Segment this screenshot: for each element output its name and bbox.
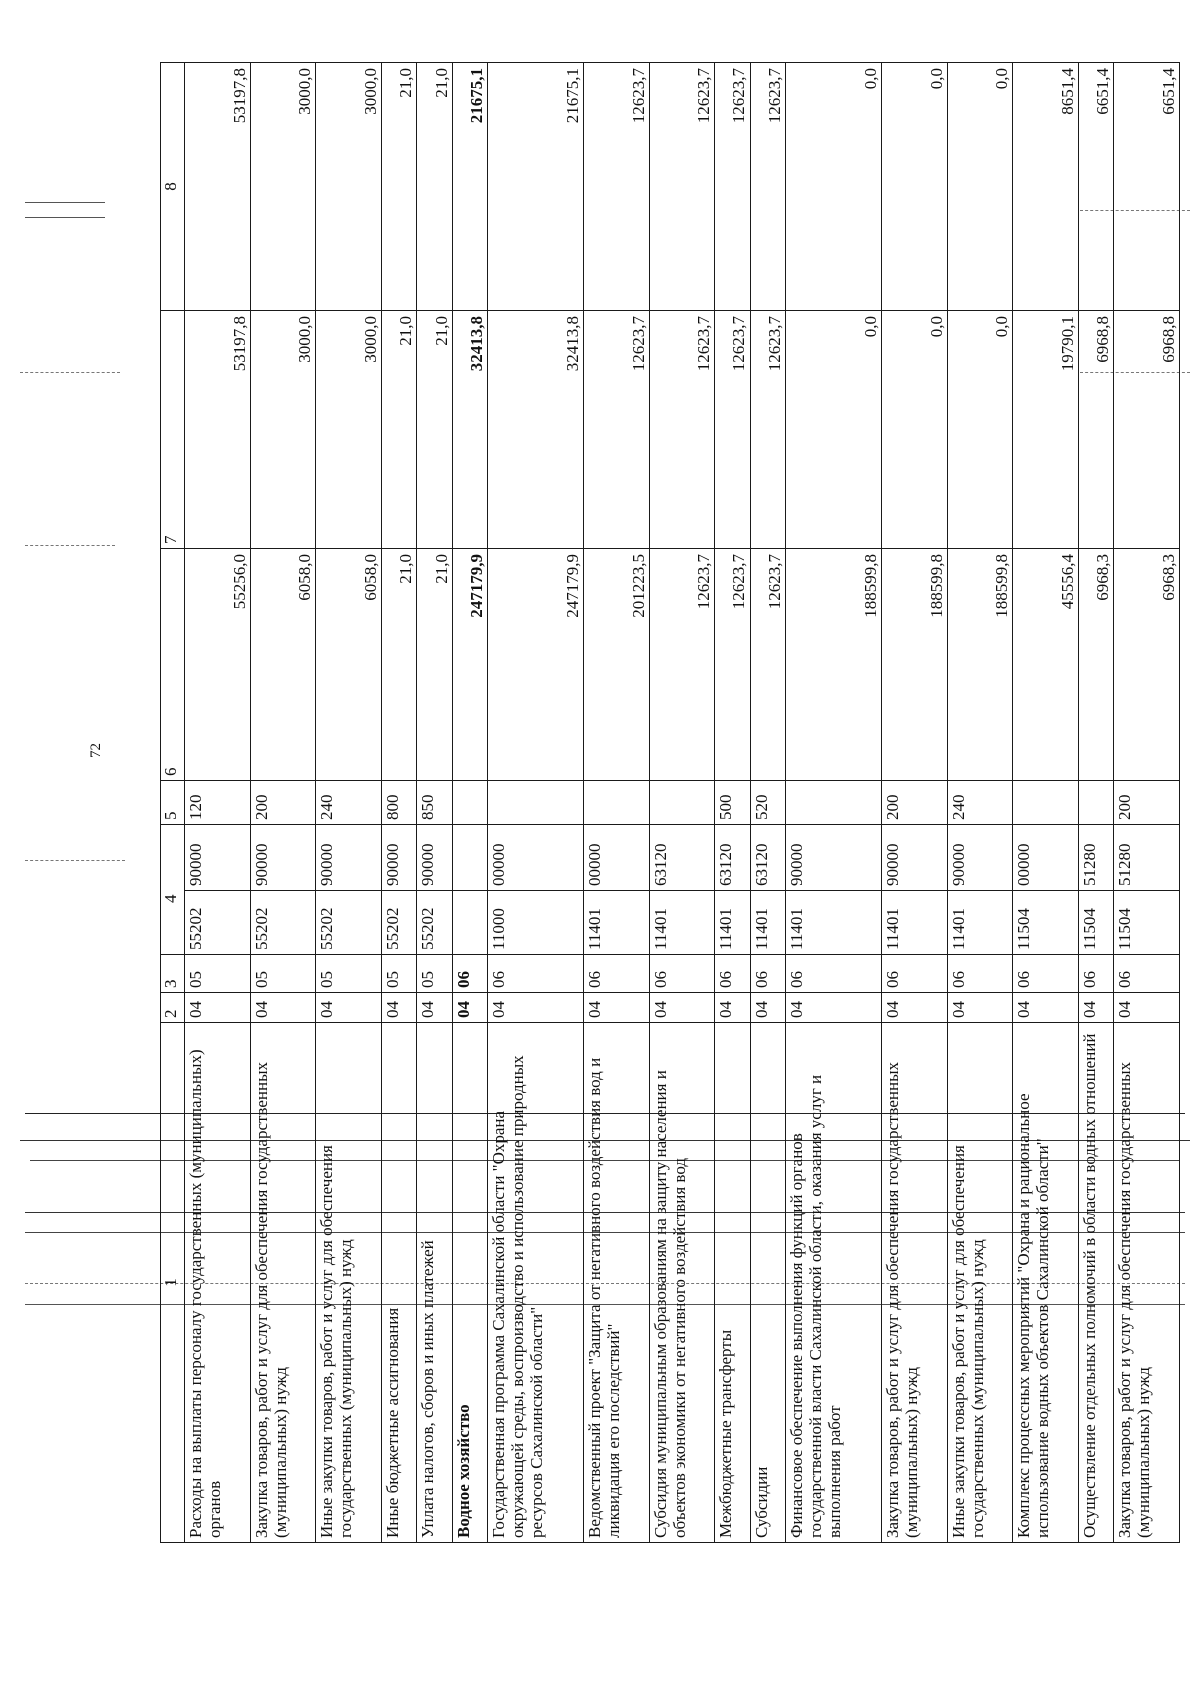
budget-table-container <box>160 63 1180 1543</box>
amount-col7: 3000,0 <box>250 311 316 549</box>
amount-col7: 32413,8 <box>452 311 487 549</box>
amount-col6: 12623,7 <box>649 549 715 781</box>
section-code: 04 <box>583 993 649 1023</box>
amount-col7: 0,0 <box>947 311 1013 549</box>
expense-type-code: 850 <box>417 781 452 825</box>
target-article-code: 11401 <box>750 891 785 955</box>
target-article-suffix: 63120 <box>649 825 715 891</box>
section-code: 04 <box>947 993 1013 1023</box>
expense-type-code <box>1013 781 1079 825</box>
subsection-code: 06 <box>1078 955 1113 993</box>
amount-col8: 6651,4 <box>1114 63 1180 311</box>
row-label: Финансовое обеспечение выполнения функций органов государственной власти Сахалинской области, оказания услуг и выполнения работ <box>785 1023 881 1543</box>
expense-type-code: 200 <box>1114 781 1180 825</box>
target-article-suffix: 90000 <box>185 825 251 891</box>
subsection-code: 06 <box>750 955 785 993</box>
section-code: 04 <box>417 993 452 1023</box>
amount-col8: 53197,8 <box>185 63 251 311</box>
target-article-code: 11401 <box>947 891 1013 955</box>
amount-col6: 6058,0 <box>250 549 316 781</box>
expense-type-code: 800 <box>382 781 417 825</box>
table-row <box>250 63 316 1543</box>
amount-col7: 32413,8 <box>487 311 583 549</box>
row-label: Уплата налогов, сборов и иных платежей <box>417 1023 452 1543</box>
scan-artifact <box>20 372 120 374</box>
table-row <box>382 63 417 1543</box>
subsection-code: 06 <box>881 955 947 993</box>
table-row <box>715 63 750 1543</box>
target-article-suffix: 00000 <box>487 825 583 891</box>
amount-col7: 0,0 <box>785 311 881 549</box>
amount-col6: 21,0 <box>382 549 417 781</box>
table-row <box>452 63 487 1543</box>
section-code: 04 <box>881 993 947 1023</box>
table-row <box>417 63 452 1543</box>
target-article-suffix: 90000 <box>417 825 452 891</box>
target-article-code: 11504 <box>1013 891 1079 955</box>
subsection-code: 05 <box>316 955 382 993</box>
row-label: Государственная программа Сахалинской области "Охрана окружающей среды, воспроизводство и использование природных ресурсов Сахалинской области" <box>487 1023 583 1543</box>
target-article-suffix: 90000 <box>881 825 947 891</box>
amount-col6: 12623,7 <box>715 549 750 781</box>
amount-col8: 12623,7 <box>715 63 750 311</box>
expense-type-code: 520 <box>750 781 785 825</box>
section-code: 04 <box>382 993 417 1023</box>
target-article-code: 55202 <box>382 891 417 955</box>
expense-type-code <box>785 781 881 825</box>
amount-col6: 188599,8 <box>785 549 881 781</box>
table-row <box>1013 63 1079 1543</box>
amount-col7: 21,0 <box>417 311 452 549</box>
row-label: Ведомственный проект "Защита от негативного воздействия вод и ликвидация его последствий" <box>583 1023 649 1543</box>
header-cell: 4 <box>161 891 185 955</box>
header-cell: 8 <box>161 63 185 311</box>
header-cell: 3 <box>161 955 185 993</box>
target-article-code: 11504 <box>1078 891 1113 955</box>
amount-col8: 3000,0 <box>316 63 382 311</box>
header-cell <box>161 825 185 891</box>
amount-col8: 3000,0 <box>250 63 316 311</box>
expense-type-code <box>583 781 649 825</box>
amount-col6: 6968,3 <box>1078 549 1113 781</box>
target-article-code: 11000 <box>487 891 583 955</box>
subsection-code: 06 <box>715 955 750 993</box>
amount-col6: 55256,0 <box>185 549 251 781</box>
expense-type-code <box>487 781 583 825</box>
amount-col8: 21,0 <box>417 63 452 311</box>
scan-artifact <box>25 217 105 218</box>
amount-col6: 6058,0 <box>316 549 382 781</box>
amount-col8: 21675,1 <box>452 63 487 311</box>
table-row <box>487 63 583 1543</box>
section-code: 04 <box>649 993 715 1023</box>
subsection-code: 05 <box>185 955 251 993</box>
amount-col8: 6651,4 <box>1078 63 1113 311</box>
row-label: Субсидии <box>750 1023 785 1543</box>
table-row <box>881 63 947 1543</box>
amount-col6: 188599,8 <box>947 549 1013 781</box>
row-label: Закупка товаров, работ и услуг для обеспечения государственных (муниципальных) нужд <box>250 1023 316 1543</box>
target-article-suffix: 51280 <box>1114 825 1180 891</box>
target-article-suffix: 51280 <box>1078 825 1113 891</box>
target-article-suffix: 90000 <box>316 825 382 891</box>
amount-col7: 19790,1 <box>1013 311 1079 549</box>
amount-col6: 45556,4 <box>1013 549 1079 781</box>
header-cell: 7 <box>161 311 185 549</box>
amount-col6: 247179,9 <box>452 549 487 781</box>
section-code: 04 <box>1078 993 1113 1023</box>
row-label: Расходы на выплаты персоналу государственных (муниципальных) органов <box>185 1023 251 1543</box>
amount-col8: 12623,7 <box>750 63 785 311</box>
subsection-code: 05 <box>417 955 452 993</box>
table-row <box>649 63 715 1543</box>
section-code: 04 <box>715 993 750 1023</box>
target-article-code: 11401 <box>881 891 947 955</box>
section-code: 04 <box>1114 993 1180 1023</box>
budget-table <box>160 62 1180 1543</box>
amount-col6: 188599,8 <box>881 549 947 781</box>
header-cell: 2 <box>161 993 185 1023</box>
target-article-suffix: 63120 <box>715 825 750 891</box>
scan-artifact <box>25 545 115 547</box>
amount-col7: 12623,7 <box>649 311 715 549</box>
target-article-suffix <box>452 825 487 891</box>
subsection-code: 06 <box>649 955 715 993</box>
subsection-code: 05 <box>250 955 316 993</box>
section-code: 04 <box>487 993 583 1023</box>
amount-col7: 21,0 <box>382 311 417 549</box>
amount-col8: 21,0 <box>382 63 417 311</box>
amount-col6: 21,0 <box>417 549 452 781</box>
target-article-code: 55202 <box>185 891 251 955</box>
subsection-code: 06 <box>583 955 649 993</box>
amount-col7: 3000,0 <box>316 311 382 549</box>
table-row <box>316 63 382 1543</box>
header-row <box>161 63 185 1543</box>
amount-col7: 12623,7 <box>750 311 785 549</box>
row-label: Водное хозяйство <box>452 1023 487 1543</box>
amount-col7: 12623,7 <box>583 311 649 549</box>
expense-type-code: 240 <box>316 781 382 825</box>
header-cell: 1 <box>161 1023 185 1543</box>
target-article-suffix: 90000 <box>947 825 1013 891</box>
target-article-code: 11401 <box>715 891 750 955</box>
subsection-code: 06 <box>1013 955 1079 993</box>
table-row <box>583 63 649 1543</box>
section-code: 04 <box>316 993 382 1023</box>
row-label: Закупка товаров, работ и услуг для обеспечения государственных (муниципальных) нужд <box>1114 1023 1180 1543</box>
row-label: Осуществление отдельных полномочий в области водных отношений <box>1078 1023 1113 1543</box>
expense-type-code <box>452 781 487 825</box>
subsection-code: 06 <box>487 955 583 993</box>
target-article-suffix: 00000 <box>583 825 649 891</box>
target-article-suffix: 00000 <box>1013 825 1079 891</box>
expense-type-code: 240 <box>947 781 1013 825</box>
amount-col7: 6968,8 <box>1114 311 1180 549</box>
section-code: 04 <box>452 993 487 1023</box>
scan-artifact <box>25 860 125 862</box>
target-article-suffix: 90000 <box>250 825 316 891</box>
expense-type-code: 500 <box>715 781 750 825</box>
target-article-code: 11401 <box>649 891 715 955</box>
target-article-code: 11504 <box>1114 891 1180 955</box>
subsection-code: 06 <box>1114 955 1180 993</box>
target-article-code: 55202 <box>417 891 452 955</box>
table-row <box>785 63 881 1543</box>
target-article-code: 55202 <box>316 891 382 955</box>
expense-type-code <box>649 781 715 825</box>
table-row <box>185 63 251 1543</box>
amount-col6: 12623,7 <box>750 549 785 781</box>
section-code: 04 <box>750 993 785 1023</box>
table-body <box>185 63 1180 1543</box>
amount-col8: 12623,7 <box>583 63 649 311</box>
subsection-code: 06 <box>785 955 881 993</box>
header-cell: 5 <box>161 781 185 825</box>
section-code: 04 <box>785 993 881 1023</box>
amount-col8: 12623,7 <box>649 63 715 311</box>
amount-col8: 21675,1 <box>487 63 583 311</box>
target-article-code <box>452 891 487 955</box>
subsection-code: 05 <box>382 955 417 993</box>
table-row <box>1078 63 1113 1543</box>
amount-col7: 53197,8 <box>185 311 251 549</box>
target-article-suffix: 63120 <box>750 825 785 891</box>
amount-col6: 6968,3 <box>1114 549 1180 781</box>
amount-col8: 0,0 <box>785 63 881 311</box>
amount-col8: 0,0 <box>881 63 947 311</box>
row-label: Субсидия муниципальным образованиям на защиту населения и объектов экономики от негативного воздействия вод <box>649 1023 715 1543</box>
row-label: Закупка товаров, работ и услуг для обеспечения государственных (муниципальных) нужд <box>881 1023 947 1543</box>
section-code: 04 <box>185 993 251 1023</box>
target-article-suffix: 90000 <box>785 825 881 891</box>
amount-col8: 8651,4 <box>1013 63 1079 311</box>
row-label: Иные бюджетные ассигнования <box>382 1023 417 1543</box>
amount-col6: 201223,5 <box>583 549 649 781</box>
expense-type-code <box>1078 781 1113 825</box>
table-row <box>947 63 1013 1543</box>
target-article-code: 11401 <box>785 891 881 955</box>
amount-col7: 6968,8 <box>1078 311 1113 549</box>
expense-type-code: 200 <box>250 781 316 825</box>
subsection-code: 06 <box>947 955 1013 993</box>
target-article-suffix: 90000 <box>382 825 417 891</box>
target-article-code: 55202 <box>250 891 316 955</box>
target-article-code: 11401 <box>583 891 649 955</box>
expense-type-code: 120 <box>185 781 251 825</box>
scan-artifact <box>25 202 105 203</box>
subsection-code: 06 <box>452 955 487 993</box>
table-row <box>1114 63 1180 1543</box>
table-row <box>750 63 785 1543</box>
amount-col7: 0,0 <box>881 311 947 549</box>
row-label: Комплекс процессных мероприятий "Охрана и рациональное использование водных объектов Сахалинской области" <box>1013 1023 1079 1543</box>
page-number: 72 <box>88 743 104 758</box>
row-label: Иные закупки товаров, работ и услуг для обеспечения государственных (муниципальных) нужд <box>316 1023 382 1543</box>
amount-col8: 0,0 <box>947 63 1013 311</box>
section-code: 04 <box>1013 993 1079 1023</box>
amount-col7: 12623,7 <box>715 311 750 549</box>
row-label: Межбюджетные трансферты <box>715 1023 750 1543</box>
section-code: 04 <box>250 993 316 1023</box>
expense-type-code: 200 <box>881 781 947 825</box>
amount-col6: 247179,9 <box>487 549 583 781</box>
header-cell: 6 <box>161 549 185 781</box>
row-label: Иные закупки товаров, работ и услуг для обеспечения государственных (муниципальных) нужд <box>947 1023 1013 1543</box>
